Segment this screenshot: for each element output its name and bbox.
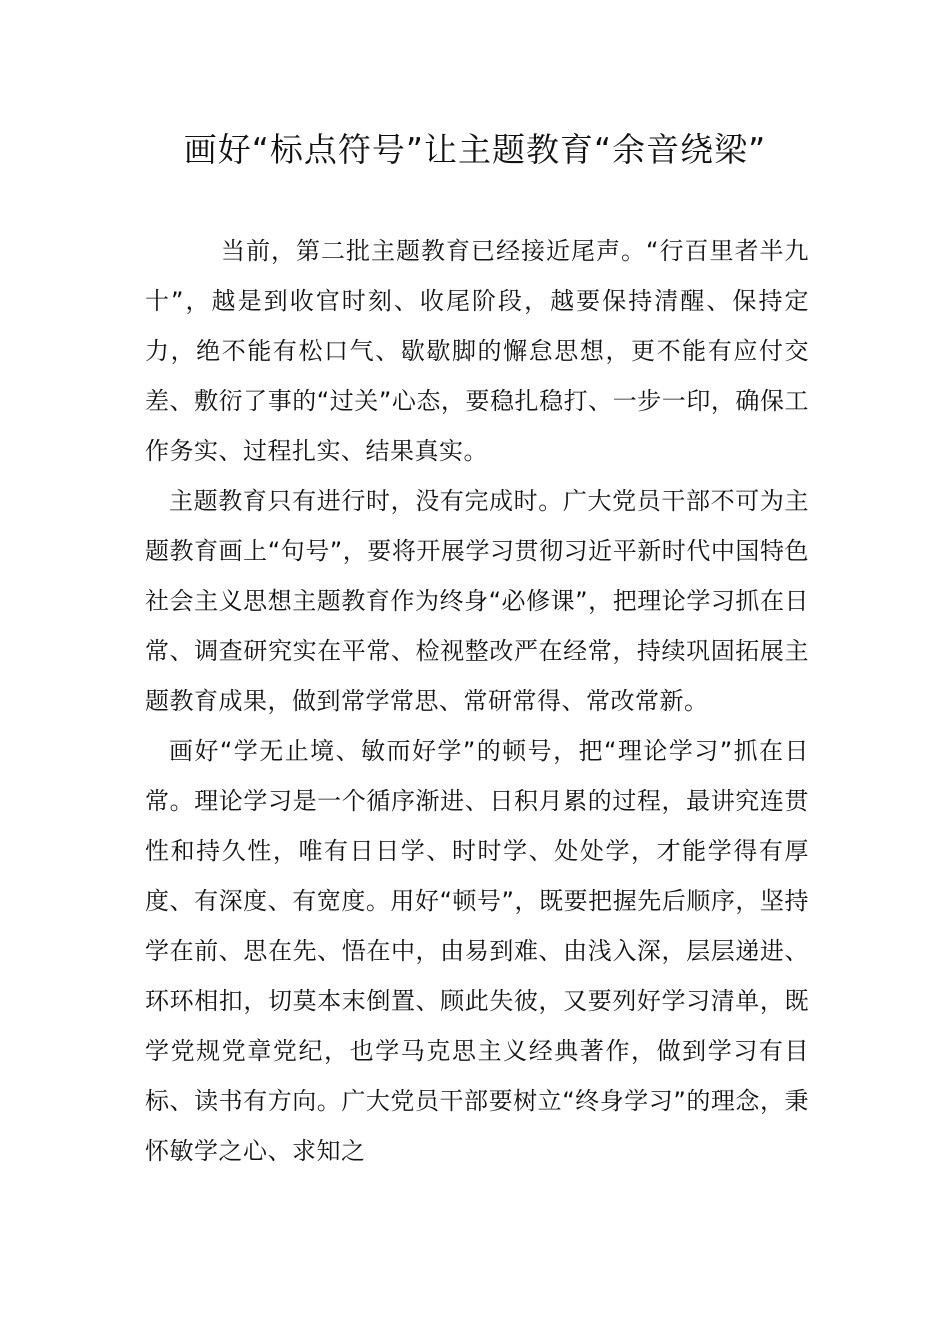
- document-title: 画好“标点符号”让主题教育“余音绕梁”: [183, 130, 767, 169]
- document-body: [145, 226, 809, 1176]
- paragraph-1: 当前，第二批主题教育已经接近尾声。“行百里者半九十”，越是到收官时刻、收尾阶段，越要保持清醒、保持定力，绝不能有松口气、歇歇脚的懈怠思想，更不能有应付交差、敷衍了事的“过关”心态，要稳扎稳打、一步一印，确保工作务实、过程扎实、结果真实。: [145, 237, 809, 465]
- paragraph-3: 画好“学无止境、敏而好学”的顿号，把“理论学习”抓在日常。理论学习是一个循序渐进、日积月累的过程，最讲究连贯性和持久性，唯有日日学、时时学、处处学，才能学得有厚度、有深度、有宽度。用好“顿号”，既要把握先后顺序，坚持学在前、思在先、悟在中，由易到难、由浅入深，层层递进、环环相扣，切莫本末倒置、顾此失彼，又要列好学习清单，既学党规党章党纪，也学马克思主义经典著作，做到学习有目标、读书有方向。广大党员干部要树立“终身学习”的理念，秉怀敏学之心、求知之: [145, 737, 809, 1165]
- paragraph-2: 主题教育只有进行时，没有完成时。广大党员干部不可为主题教育画上“句号”，要将开展学习贯彻习近平新时代中国特色社会主义思想主题教育作为终身“必修课”，把理论学习抓在日常、调查研究实在平常、检视整改严在经常，持续巩固拓展主题教育成果，做到常学常思、常研常得、常改常新。: [145, 487, 809, 715]
